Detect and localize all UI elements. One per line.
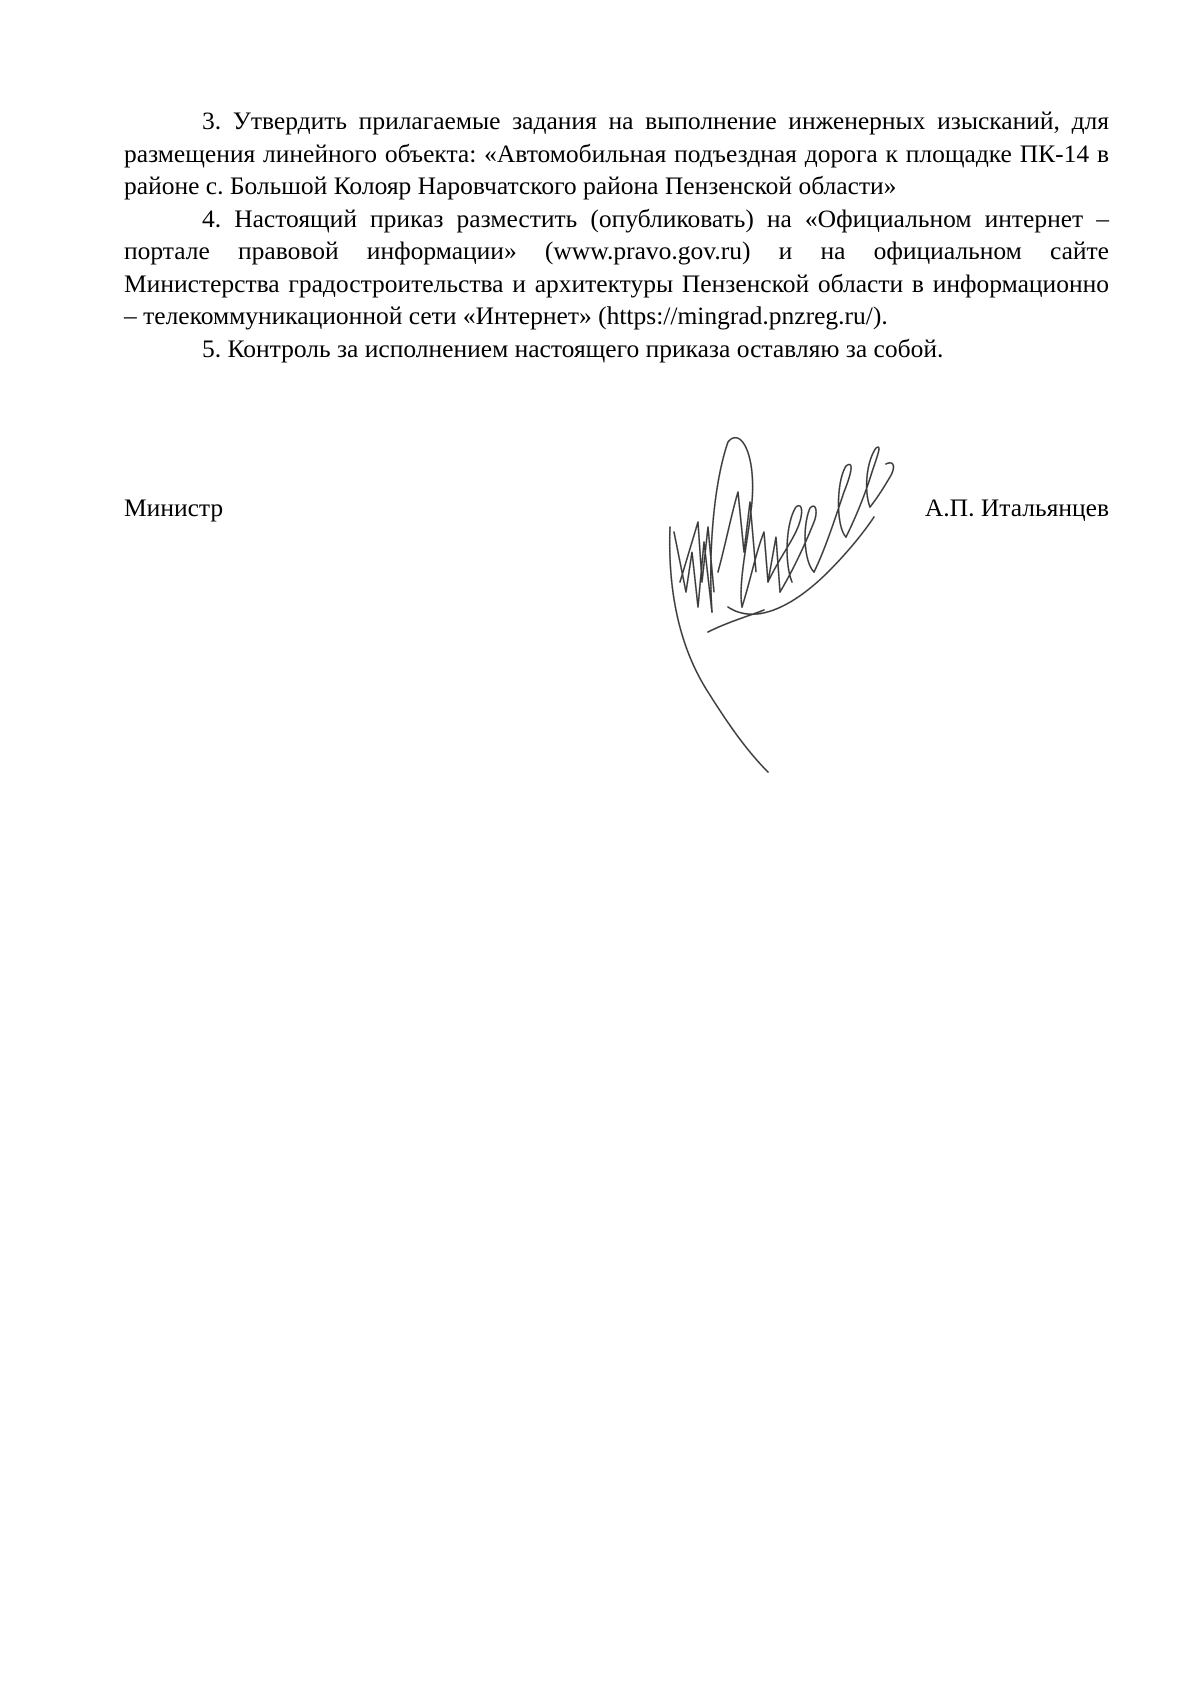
signer-name: А.П. Итальянцев	[924, 493, 1109, 522]
paragraph-3: 3. Утвердить прилагаемые задания на выполнение инженерных изысканий, для размещения линейного объекта: «Автомобильная подъездная дорога к площадке ПК-14 в районе с. Большой Колояр Наровчатского района Пензенской области»	[124, 106, 1109, 200]
signature-block	[124, 492, 1109, 532]
paragraph-4: 4. Настоящий приказ разместить (опубликовать) на «Официальном интернет – портале правовой информации» (www.pravo.gov.ru) и на официальном сайте Министерства градостроительства и архитектуры Пензенской области в информационно – телекоммуникационной сети «Интернет» (https://mingrad.pnzreg.ru/).	[124, 203, 1109, 330]
paragraph-5: 5. Контроль за исполнением настоящего приказа оставляю за собой.	[202, 333, 944, 363]
position-title: Министр	[124, 493, 224, 522]
handwritten-signature-icon	[668, 432, 898, 777]
document-body	[124, 105, 1109, 365]
